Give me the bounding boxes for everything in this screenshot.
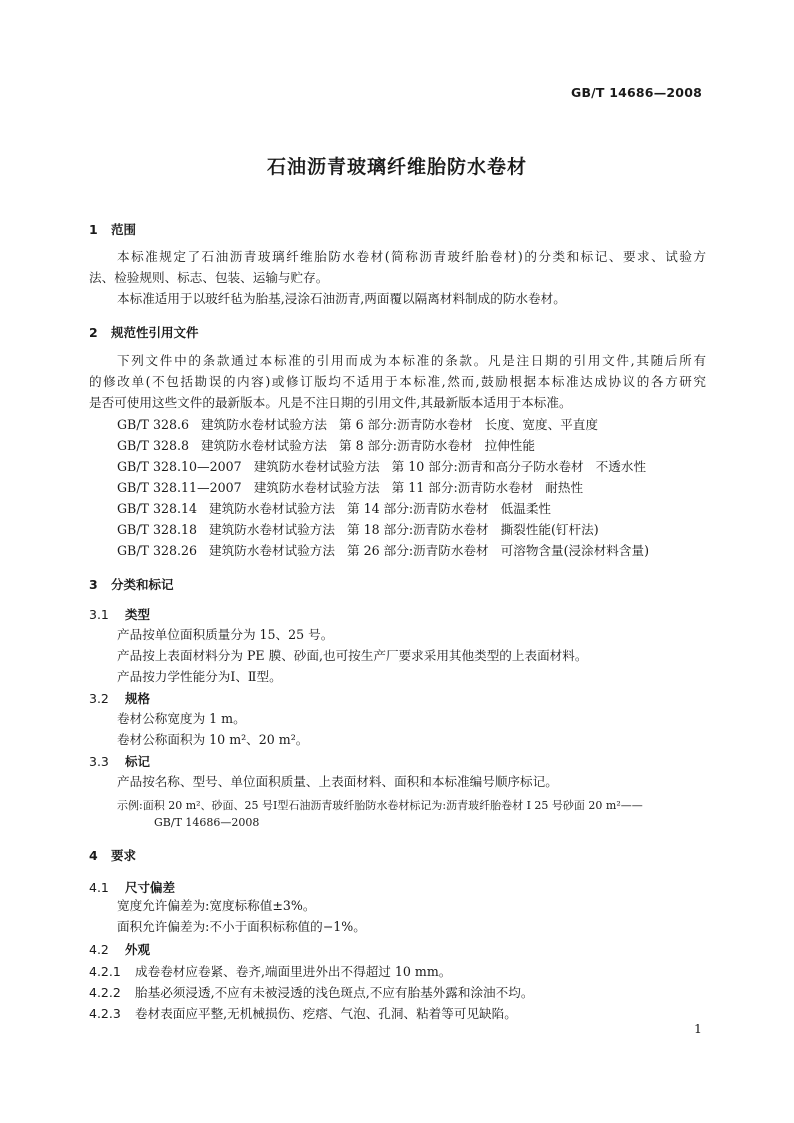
ref-title: 建筑防水卷材试验方法 — [209, 543, 335, 558]
ref-topic: 可溶物含量(浸涂材料含量) — [500, 543, 649, 558]
reference-item — [117, 499, 551, 519]
section-1-heading — [89, 220, 136, 238]
ref-part: 第 11 部分:沥青防水卷材 — [391, 480, 534, 495]
section-number: 2 — [89, 325, 98, 340]
paragraph: 产品按力学性能分为Ⅰ、Ⅱ型。 — [117, 669, 282, 684]
subsection-number: 4.2 — [89, 942, 109, 957]
paragraph: 本标准适用于以玻纤毡为胎基,浸涂石油沥青,两面覆以隔离材料制成的防水卷材。 — [117, 291, 566, 306]
ref-code: GB/T 328.6 — [117, 417, 190, 432]
ref-topic: 不透水性 — [595, 459, 647, 474]
document-title: 石油沥青玻璃纤维胎防水卷材 — [266, 156, 527, 178]
reference-item — [117, 478, 583, 498]
clause-text: 卷材表面应平整,无机械损伤、疙瘩、气泡、孔洞、粘着等可见缺陷。 — [135, 1006, 517, 1021]
ref-code: GB/T 328.26 — [117, 543, 198, 558]
paragraph: 产品按上表面材料分为 PE 膜、砂面,也可按生产厂要求采用其他类型的上表面材料。 — [117, 648, 588, 663]
ref-code: GB/T 328.11—2007 — [117, 480, 242, 495]
subsection-4-1-heading — [89, 878, 175, 896]
reference-item — [117, 457, 646, 477]
ref-code: GB/T 328.8 — [117, 438, 190, 453]
clause-number: 4.2.3 — [89, 1006, 121, 1021]
ref-topic: 耐热性 — [545, 480, 584, 495]
clause-4-2-2 — [89, 982, 533, 1001]
ref-part: 第 18 部分:沥青防水卷材 — [347, 522, 489, 537]
clause-4-2-3 — [89, 1003, 517, 1022]
ref-title: 建筑防水卷材试验方法 — [209, 501, 335, 516]
subsection-title: 尺寸偏差 — [125, 880, 176, 895]
subsection-title: 标记 — [125, 754, 151, 769]
subsection-3-3-heading — [89, 752, 150, 770]
section-title: 要求 — [111, 848, 137, 863]
ref-topic: 低温柔性 — [500, 501, 552, 516]
section-title: 范围 — [111, 222, 137, 237]
paragraph-continued: 的修改单(不包括勘误的内容)或修订版均不适用于本标准,然而,鼓励根据本标准达成协议的各方研究 — [89, 374, 706, 389]
section-number: 3 — [89, 577, 98, 592]
paragraph: 下列文件中的条款通过本标准的引用而成为本标准的条款。凡是注日期的引用文件,其随后所有 — [117, 353, 706, 368]
ref-part: 第 14 部分:沥青防水卷材 — [347, 501, 489, 516]
section-number: 1 — [89, 222, 98, 237]
ref-title: 建筑防水卷材试验方法 — [253, 480, 380, 495]
subsection-3-2-heading — [89, 689, 150, 707]
ref-title: 建筑防水卷材试验方法 — [209, 522, 335, 537]
reference-item — [117, 541, 649, 561]
section-title: 规范性引用文件 — [111, 325, 199, 340]
ref-part: 第 8 部分:沥青防水卷材 — [338, 438, 473, 453]
subsection-number: 3.2 — [89, 691, 109, 706]
ref-title: 建筑防水卷材试验方法 — [201, 417, 327, 432]
section-2-heading — [89, 323, 199, 341]
ref-topic: 长度、宽度、平直度 — [484, 417, 598, 432]
clause-4-2-1 — [89, 961, 451, 980]
clause-number: 4.2.1 — [89, 964, 121, 979]
paragraph: 产品按单位面积质量分为 15、25 号。 — [117, 627, 334, 642]
subsection-3-1-heading — [89, 605, 150, 623]
paragraph: 产品按名称、型号、单位面积质量、上表面材料、面积和本标准编号顺序标记。 — [117, 774, 558, 789]
ref-code: GB/T 328.10—2007 — [117, 459, 242, 474]
ref-part: 第 6 部分:沥青防水卷材 — [338, 417, 473, 432]
ref-title: 建筑防水卷材试验方法 — [201, 438, 327, 453]
ref-code: GB/T 328.14 — [117, 501, 198, 516]
ref-topic: 拉伸性能 — [484, 438, 535, 453]
paragraph-continued: 是否可使用这些文件的最新版本。凡是不注日期的引用文件,其最新版本适用于本标准。 — [89, 395, 572, 410]
subsection-number: 3.3 — [89, 754, 109, 769]
paragraph: 面积允许偏差为:不小于面积标称值的−1%。 — [117, 919, 366, 934]
paragraph: 宽度允许偏差为:宽度标称值±3%。 — [117, 898, 316, 913]
clause-text: 胎基必须浸透,不应有未被浸透的浅色斑点,不应有胎基外露和涂油不均。 — [135, 985, 534, 1000]
clause-number: 4.2.2 — [89, 985, 121, 1000]
page-number: 1 — [694, 1021, 702, 1036]
standard-code: GB/T 14686—2008 — [570, 85, 702, 100]
paragraph: 卷材公称面积为 10 m²、20 m²。 — [117, 732, 309, 747]
ref-code: GB/T 328.18 — [117, 522, 198, 537]
paragraph-continued: 法、检验规则、标志、包装、运输与贮存。 — [89, 270, 329, 285]
example-line-continued: GB/T 14686—2008 — [154, 816, 260, 829]
reference-item — [117, 520, 599, 540]
ref-topic: 撕裂性能(钉杆法) — [500, 522, 599, 537]
example-line: 示例:面积 20 m²、砂面、25 号Ⅰ型石油沥青玻纤胎防水卷材标记为:沥青玻纤胎卷材 Ⅰ 25 号砂面 20 m²—— — [117, 799, 643, 812]
section-title: 分类和标记 — [111, 577, 174, 592]
section-number: 4 — [89, 848, 98, 863]
subsection-title: 外观 — [125, 942, 151, 957]
subsection-title: 类型 — [125, 607, 151, 622]
reference-item — [117, 436, 535, 456]
clause-text: 成卷卷材应卷紧、卷齐,端面里进外出不得超过 10 mm。 — [135, 964, 452, 979]
section-3-heading — [89, 575, 174, 593]
subsection-number: 3.1 — [89, 607, 109, 622]
subsection-4-2-heading — [89, 940, 150, 958]
section-4-heading — [89, 846, 136, 864]
subsection-title: 规格 — [125, 691, 151, 706]
reference-item — [117, 415, 598, 435]
paragraph: 本标准规定了石油沥青玻璃纤维胎防水卷材(简称沥青玻纤胎卷材)的分类和标记、要求、试验方 — [117, 249, 706, 264]
ref-part: 第 26 部分:沥青防水卷材 — [347, 543, 489, 558]
paragraph: 卷材公称宽度为 1 m。 — [117, 711, 246, 726]
subsection-number: 4.1 — [89, 880, 109, 895]
ref-title: 建筑防水卷材试验方法 — [253, 459, 380, 474]
ref-part: 第 10 部分:沥青和高分子防水卷材 — [391, 459, 584, 474]
